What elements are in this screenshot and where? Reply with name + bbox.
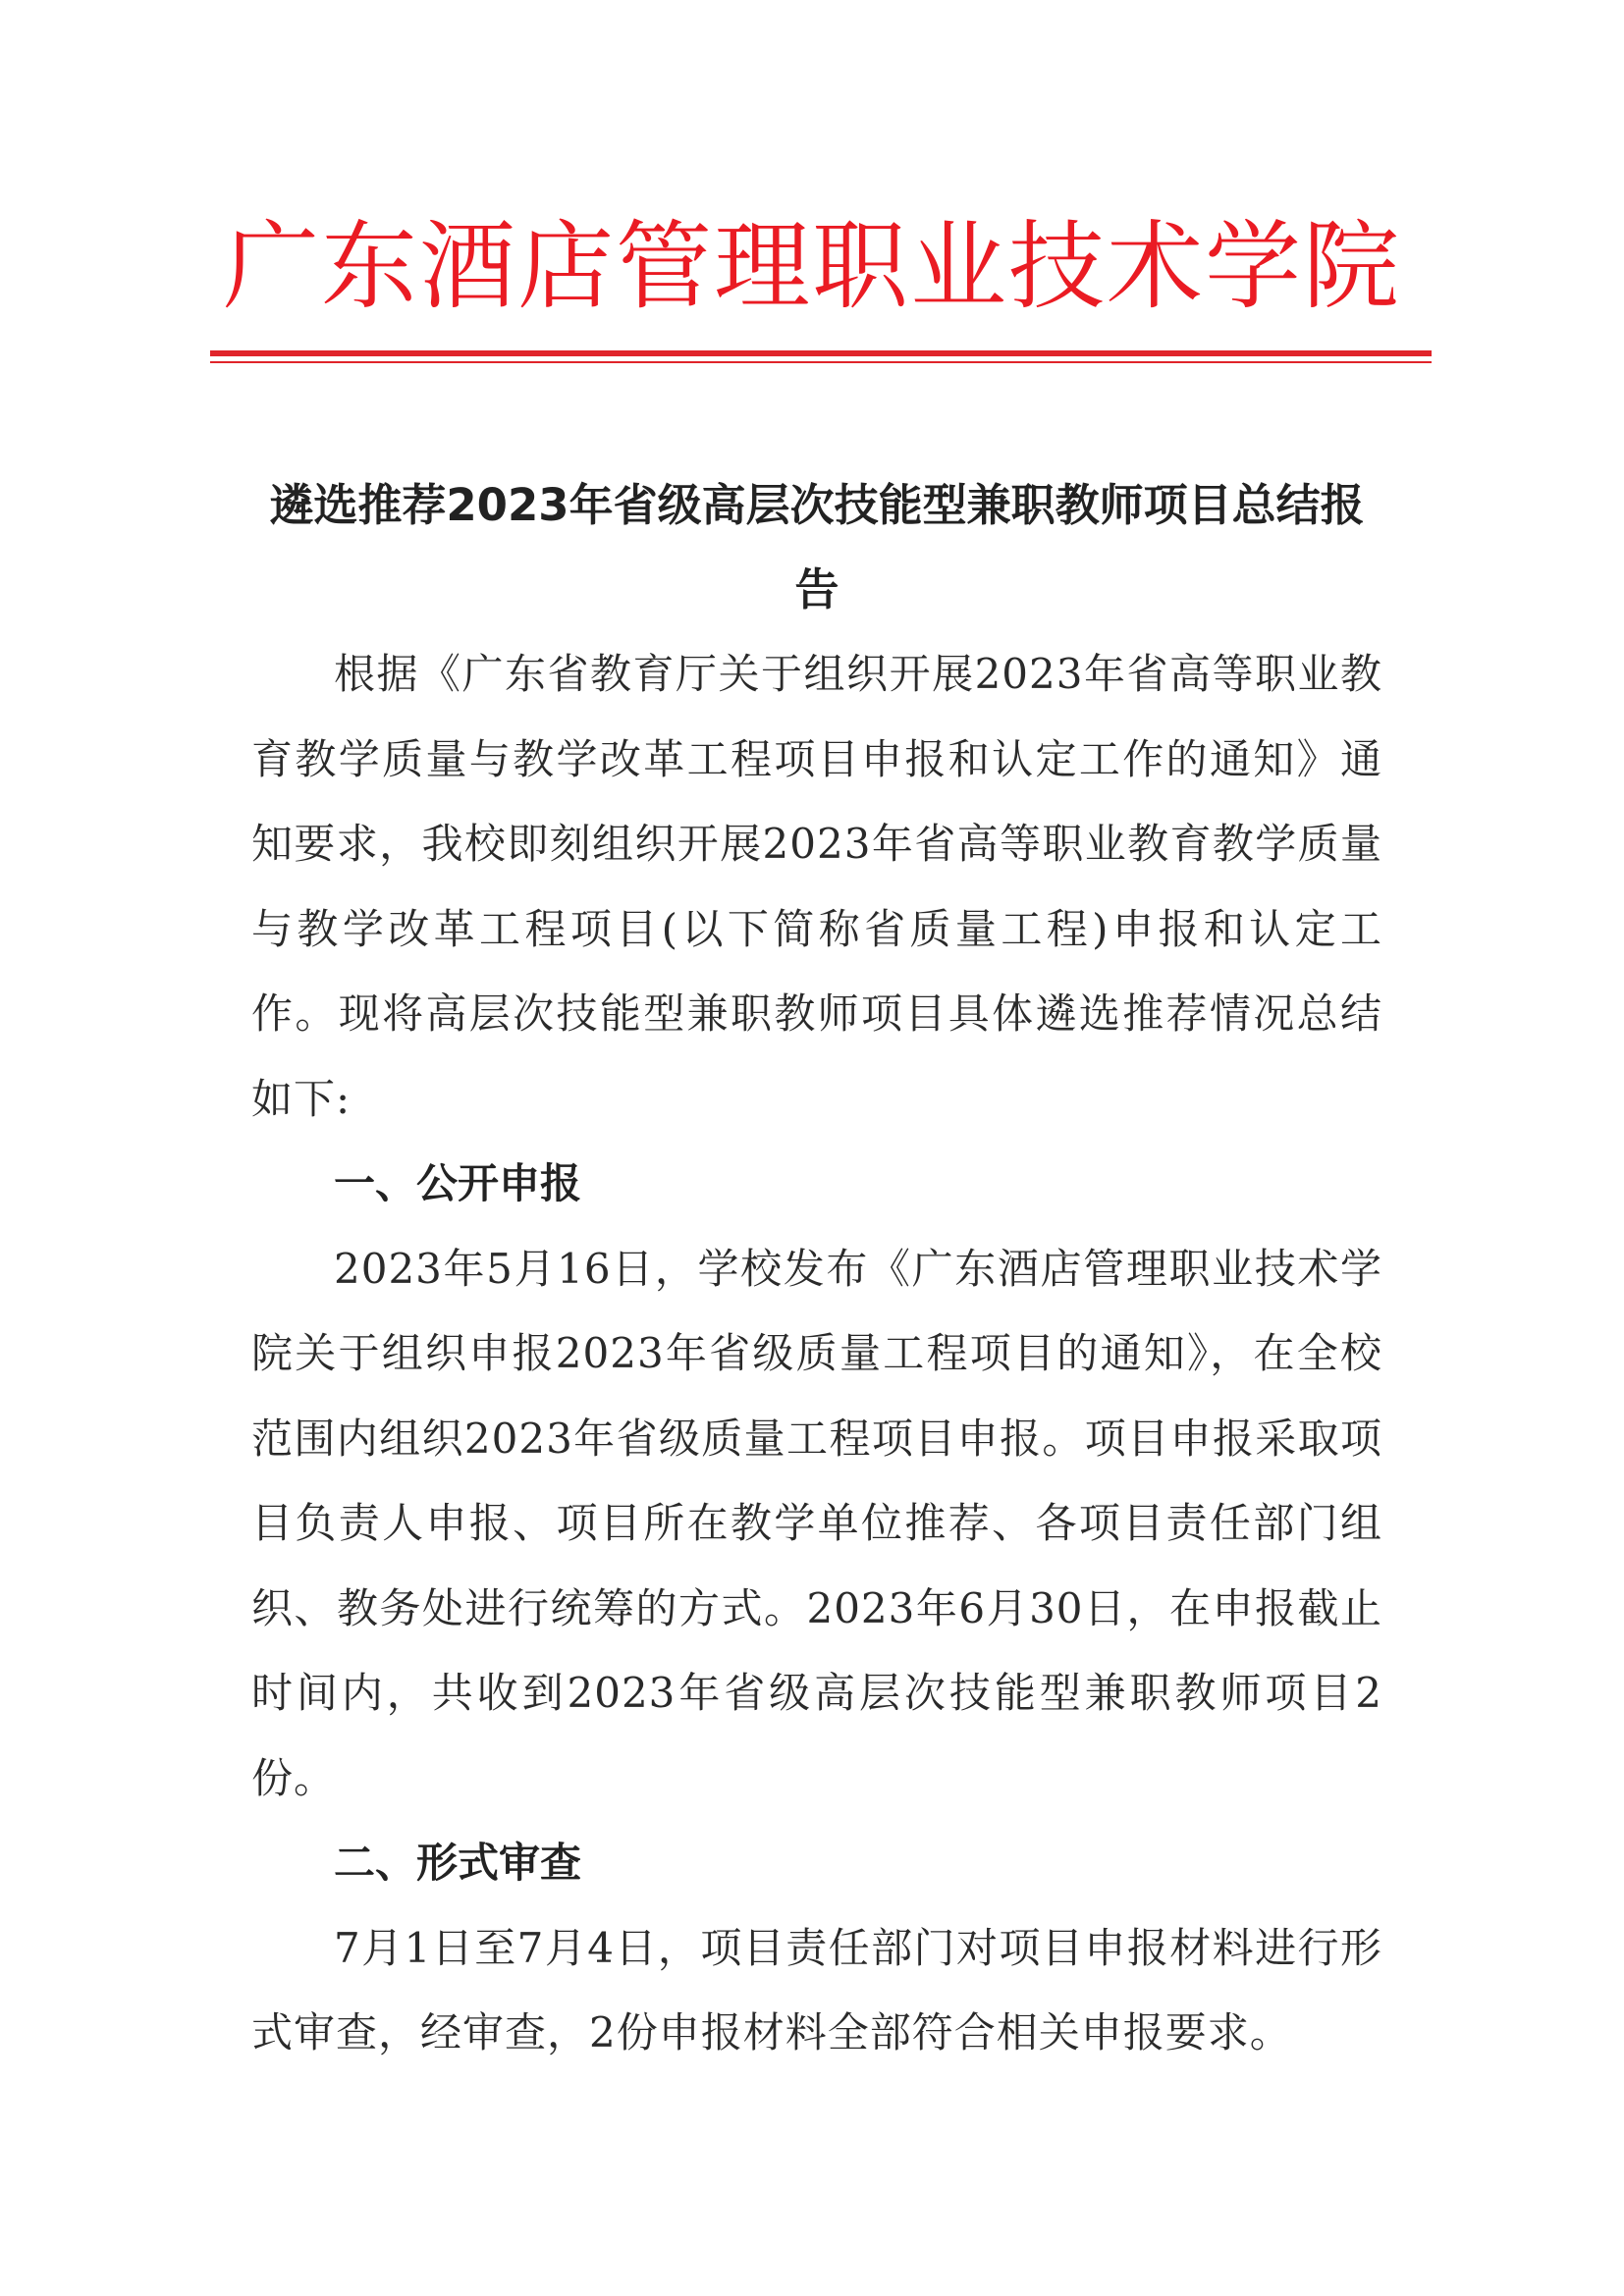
letterhead-institution-name: 广东酒店管理职业技术学院 <box>222 211 1401 323</box>
document-title: 遴选推荐2023年省级高层次技能型兼职教师项目总结报告 <box>269 479 1365 615</box>
letterhead-rule-thin <box>210 361 1432 363</box>
section-heading-public-application: 一、公开申报 <box>334 1159 582 1207</box>
letterhead-rule-thick <box>210 350 1432 356</box>
intro-paragraph: 根据《广东省教育厅关于组织开展2023年省高等职业教育教学质量与教学改革工程项目申报和认定工作的通知》通知要求，我校即刻组织开展2023年省高等职业教育教学质量与教学改革工程项目(以下简称省质量工程)申报和认定工作。现将高层次技能型兼职教师项目具体遴选推荐情况总结如下: <box>251 650 1382 1123</box>
section-body-formal-review: 7月1日至7月4日，项目责任部门对项目申报材料进行形式审查，经审查，2份申报材料全部符合相关申报要求。 <box>251 1923 1382 2056</box>
section-heading-formal-review: 二、形式审查 <box>334 1839 582 1887</box>
document-body <box>251 463 1382 2076</box>
section-body-public-application: 2023年5月16日，学校发布《广东酒店管理职业技术学院关于组织申报2023年省级质量工程项目的通知》，在全校范围内组织2023年省级质量工程项目申报。项目申报采取项目负责人申报、项目所在教学单位推荐、各项目责任部门组织、教务处进行统筹的方式。2023年6月30日，在申报截止时间内，共收到2023年省级高层次技能型兼职教师项目2份。 <box>251 1244 1382 1802</box>
